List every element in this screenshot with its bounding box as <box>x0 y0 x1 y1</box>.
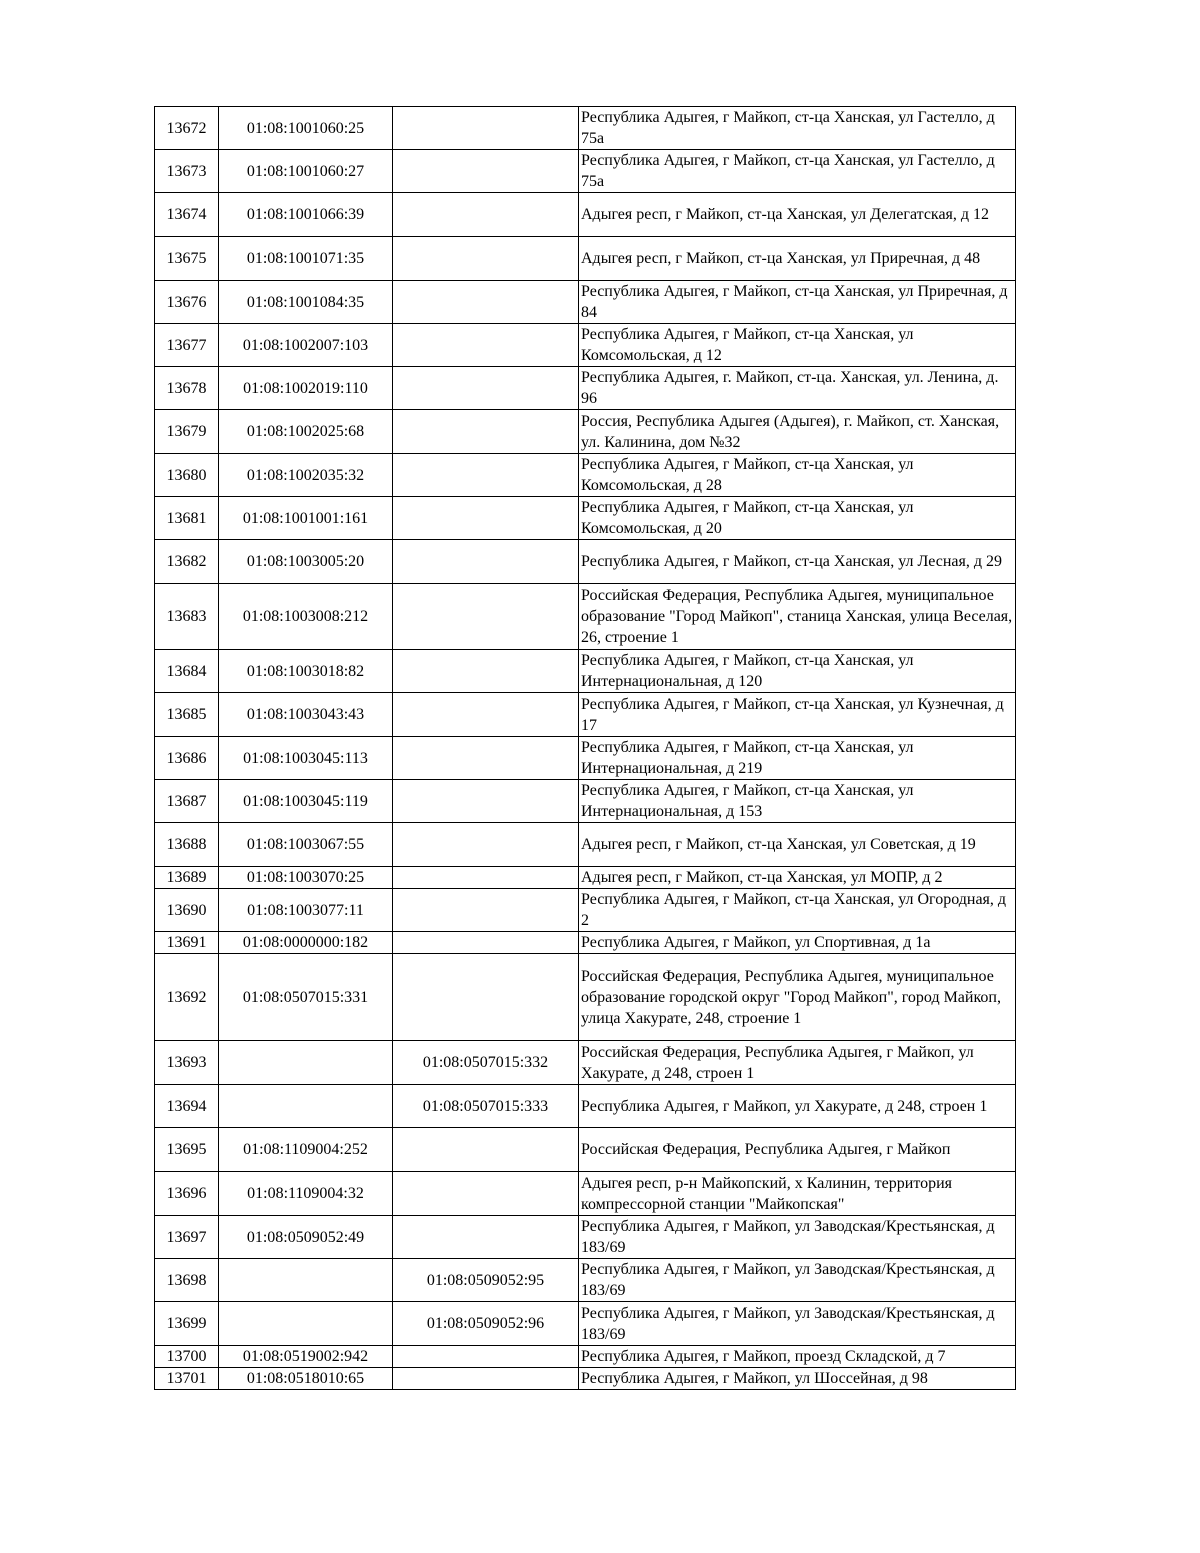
table-row <box>155 410 1016 454</box>
table-row <box>155 1128 1016 1172</box>
address-cell: Республика Адыгея, г Майкоп, ул Спортивная, д 1а <box>579 932 1016 954</box>
record-number-cell: 13675 <box>155 237 219 281</box>
record-number-cell: 13691 <box>155 932 219 954</box>
cadastral-number-cell: 01:08:1003043:43 <box>219 693 393 737</box>
cadastral-number-cell: 01:08:1002007:103 <box>219 324 393 367</box>
related-cadastral-number-cell <box>393 540 579 584</box>
related-cadastral-number-cell: 01:08:0507015:332 <box>393 1041 579 1085</box>
related-cadastral-number-cell <box>393 867 579 889</box>
related-cadastral-number-cell: 01:08:0509052:96 <box>393 1302 579 1346</box>
cadastral-number-cell: 01:08:1003018:82 <box>219 650 393 693</box>
table-row <box>155 1085 1016 1128</box>
address-cell: Российская Федерация, Республика Адыгея, г Майкоп, ул Хакурате, д 248, строен 1 <box>579 1041 1016 1085</box>
record-number-cell: 13684 <box>155 650 219 693</box>
record-number-cell: 13674 <box>155 193 219 237</box>
related-cadastral-number-cell <box>393 737 579 780</box>
cadastral-number-cell: 01:08:1002025:68 <box>219 410 393 454</box>
cadastral-number-cell: 01:08:1002019:110 <box>219 367 393 410</box>
registry-body <box>155 107 1016 1390</box>
record-number-cell: 13680 <box>155 454 219 497</box>
cadastral-number-cell: 01:08:0519002:942 <box>219 1346 393 1368</box>
related-cadastral-number-cell <box>393 932 579 954</box>
cadastral-number-cell: 01:08:1001060:25 <box>219 107 393 150</box>
table-row <box>155 1259 1016 1302</box>
table-row <box>155 1302 1016 1346</box>
address-cell: Республика Адыгея, г Майкоп, ст-ца Ханская, ул Гастелло, д 75а <box>579 150 1016 193</box>
related-cadastral-number-cell <box>393 1172 579 1216</box>
cadastral-number-cell: 01:08:1003005:20 <box>219 540 393 584</box>
cadastral-number-cell: 01:08:1003077:11 <box>219 889 393 932</box>
table-row <box>155 1368 1016 1390</box>
address-cell: Республика Адыгея, г Майкоп, проезд Складской, д 7 <box>579 1346 1016 1368</box>
record-number-cell: 13692 <box>155 954 219 1041</box>
address-cell: Республика Адыгея, г Майкоп, ст-ца Ханская, ул Приречная, д 84 <box>579 281 1016 324</box>
record-number-cell: 13681 <box>155 497 219 540</box>
cadastral-number-cell: 01:08:1003008:212 <box>219 584 393 650</box>
address-cell: Российская Федерация, Республика Адыгея, муниципальное образование "Город Майкоп", станица Ханская, улица Веселая, 26, строение 1 <box>579 584 1016 650</box>
table-row <box>155 454 1016 497</box>
table-row <box>155 650 1016 693</box>
related-cadastral-number-cell <box>393 107 579 150</box>
cadastral-number-cell: 01:08:1003045:119 <box>219 780 393 823</box>
table-row <box>155 1216 1016 1259</box>
cadastral-number-cell: 01:08:1109004:32 <box>219 1172 393 1216</box>
table-row <box>155 954 1016 1041</box>
related-cadastral-number-cell: 01:08:0507015:333 <box>393 1085 579 1128</box>
address-cell: Республика Адыгея, г Майкоп, ул Хакурате, д 248, строен 1 <box>579 1085 1016 1128</box>
address-cell: Республика Адыгея, г Майкоп, ст-ца Ханская, ул Комсомольская, д 12 <box>579 324 1016 367</box>
record-number-cell: 13673 <box>155 150 219 193</box>
table-row <box>155 737 1016 780</box>
table-row <box>155 107 1016 150</box>
record-number-cell: 13698 <box>155 1259 219 1302</box>
table-row <box>155 1346 1016 1368</box>
cadastral-number-cell <box>219 1041 393 1085</box>
cadastral-number-cell: 01:08:1001066:39 <box>219 193 393 237</box>
related-cadastral-number-cell <box>393 367 579 410</box>
address-cell: Республика Адыгея, г Майкоп, ст-ца Ханская, ул Огородная, д 2 <box>579 889 1016 932</box>
record-number-cell: 13676 <box>155 281 219 324</box>
address-cell: Республика Адыгея, г Майкоп, ул Шоссейная, д 98 <box>579 1368 1016 1390</box>
related-cadastral-number-cell <box>393 954 579 1041</box>
address-cell: Республика Адыгея, г Майкоп, ст-ца Ханская, ул Интернациональная, д 153 <box>579 780 1016 823</box>
table-row <box>155 932 1016 954</box>
address-cell: Российская Федерация, Республика Адыгея, муниципальное образование городской округ "Город Майкоп", город Майкоп, улица Хакурате, 248, строение 1 <box>579 954 1016 1041</box>
related-cadastral-number-cell <box>393 780 579 823</box>
related-cadastral-number-cell <box>393 150 579 193</box>
record-number-cell: 13688 <box>155 823 219 867</box>
record-number-cell: 13677 <box>155 324 219 367</box>
related-cadastral-number-cell <box>393 584 579 650</box>
related-cadastral-number-cell <box>393 1368 579 1390</box>
cadastral-number-cell: 01:08:0509052:49 <box>219 1216 393 1259</box>
address-cell: Российская Федерация, Республика Адыгея, г Майкоп <box>579 1128 1016 1172</box>
related-cadastral-number-cell <box>393 410 579 454</box>
table-row <box>155 1041 1016 1085</box>
address-cell: Республика Адыгея, г Майкоп, ул Заводская/Крестьянская, д 183/69 <box>579 1302 1016 1346</box>
address-cell: Республика Адыгея, г Майкоп, ст-ца Ханская, ул Интернациональная, д 120 <box>579 650 1016 693</box>
cadastral-number-cell <box>219 1259 393 1302</box>
table-row <box>155 193 1016 237</box>
cadastral-number-cell: 01:08:1001084:35 <box>219 281 393 324</box>
address-cell: Республика Адыгея, г Майкоп, ст-ца Ханская, ул Комсомольская, д 20 <box>579 497 1016 540</box>
registry-table <box>154 106 1016 1390</box>
cadastral-number-cell <box>219 1085 393 1128</box>
record-number-cell: 13685 <box>155 693 219 737</box>
record-number-cell: 13679 <box>155 410 219 454</box>
record-number-cell: 13700 <box>155 1346 219 1368</box>
table-row <box>155 367 1016 410</box>
cadastral-number-cell <box>219 1302 393 1346</box>
related-cadastral-number-cell <box>393 324 579 367</box>
cadastral-number-cell: 01:08:1001071:35 <box>219 237 393 281</box>
record-number-cell: 13683 <box>155 584 219 650</box>
related-cadastral-number-cell <box>393 650 579 693</box>
related-cadastral-number-cell <box>393 1128 579 1172</box>
related-cadastral-number-cell <box>393 823 579 867</box>
table-row <box>155 497 1016 540</box>
cadastral-number-cell: 01:08:1001001:161 <box>219 497 393 540</box>
table-row <box>155 693 1016 737</box>
record-number-cell: 13697 <box>155 1216 219 1259</box>
related-cadastral-number-cell: 01:08:0509052:95 <box>393 1259 579 1302</box>
address-cell: Республика Адыгея, г Майкоп, ул Заводская/Крестьянская, д 183/69 <box>579 1259 1016 1302</box>
related-cadastral-number-cell <box>393 1346 579 1368</box>
record-number-cell: 13689 <box>155 867 219 889</box>
record-number-cell: 13696 <box>155 1172 219 1216</box>
cadastral-number-cell: 01:08:0518010:65 <box>219 1368 393 1390</box>
cadastral-number-cell: 01:08:0000000:182 <box>219 932 393 954</box>
address-cell: Республика Адыгея, г Майкоп, ст-ца Ханская, ул Комсомольская, д 28 <box>579 454 1016 497</box>
table-row <box>155 150 1016 193</box>
address-cell: Россия, Республика Адыгея (Адыгея), г. Майкоп, ст. Ханская, ул. Калинина, дом №32 <box>579 410 1016 454</box>
record-number-cell: 13701 <box>155 1368 219 1390</box>
record-number-cell: 13693 <box>155 1041 219 1085</box>
cadastral-number-cell: 01:08:1003070:25 <box>219 867 393 889</box>
cadastral-number-cell: 01:08:1003045:113 <box>219 737 393 780</box>
cadastral-number-cell: 01:08:0507015:331 <box>219 954 393 1041</box>
table-row <box>155 584 1016 650</box>
table-row <box>155 823 1016 867</box>
table-row <box>155 889 1016 932</box>
address-cell: Республика Адыгея, г Майкоп, ст-ца Ханская, ул Лесная, д 29 <box>579 540 1016 584</box>
address-cell: Республика Адыгея, г Майкоп, ст-ца Ханская, ул Интернациональная, д 219 <box>579 737 1016 780</box>
cadastral-number-cell: 01:08:1002035:32 <box>219 454 393 497</box>
cadastral-number-cell: 01:08:1109004:252 <box>219 1128 393 1172</box>
related-cadastral-number-cell <box>393 1216 579 1259</box>
table-row <box>155 237 1016 281</box>
address-cell: Адыгея респ, г Майкоп, ст-ца Ханская, ул Приречная, д 48 <box>579 237 1016 281</box>
address-cell: Республика Адыгея, г. Майкоп, ст-ца. Ханская, ул. Ленина, д. 96 <box>579 367 1016 410</box>
address-cell: Адыгея респ, г Майкоп, ст-ца Ханская, ул Делегатская, д 12 <box>579 193 1016 237</box>
table-row <box>155 281 1016 324</box>
cadastral-number-cell: 01:08:1003067:55 <box>219 823 393 867</box>
address-cell: Адыгея респ, р-н Майкопский, х Калинин, территория компрессорной станции "Майкопская" <box>579 1172 1016 1216</box>
record-number-cell: 13690 <box>155 889 219 932</box>
related-cadastral-number-cell <box>393 193 579 237</box>
related-cadastral-number-cell <box>393 497 579 540</box>
record-number-cell: 13695 <box>155 1128 219 1172</box>
related-cadastral-number-cell <box>393 281 579 324</box>
record-number-cell: 13672 <box>155 107 219 150</box>
record-number-cell: 13694 <box>155 1085 219 1128</box>
related-cadastral-number-cell <box>393 237 579 281</box>
cadastral-number-cell: 01:08:1001060:27 <box>219 150 393 193</box>
related-cadastral-number-cell <box>393 693 579 737</box>
record-number-cell: 13699 <box>155 1302 219 1346</box>
record-number-cell: 13678 <box>155 367 219 410</box>
address-cell: Республика Адыгея, г Майкоп, ст-ца Ханская, ул Гастелло, д 75а <box>579 107 1016 150</box>
table-row <box>155 867 1016 889</box>
record-number-cell: 13682 <box>155 540 219 584</box>
table-row <box>155 540 1016 584</box>
address-cell: Республика Адыгея, г Майкоп, ст-ца Ханская, ул Кузнечная, д 17 <box>579 693 1016 737</box>
table-row <box>155 1172 1016 1216</box>
address-cell: Республика Адыгея, г Майкоп, ул Заводская/Крестьянская, д 183/69 <box>579 1216 1016 1259</box>
record-number-cell: 13687 <box>155 780 219 823</box>
table-row <box>155 324 1016 367</box>
address-cell: Адыгея респ, г Майкоп, ст-ца Ханская, ул МОПР, д 2 <box>579 867 1016 889</box>
table-row <box>155 780 1016 823</box>
related-cadastral-number-cell <box>393 889 579 932</box>
record-number-cell: 13686 <box>155 737 219 780</box>
address-cell: Адыгея респ, г Майкоп, ст-ца Ханская, ул Советская, д 19 <box>579 823 1016 867</box>
related-cadastral-number-cell <box>393 454 579 497</box>
